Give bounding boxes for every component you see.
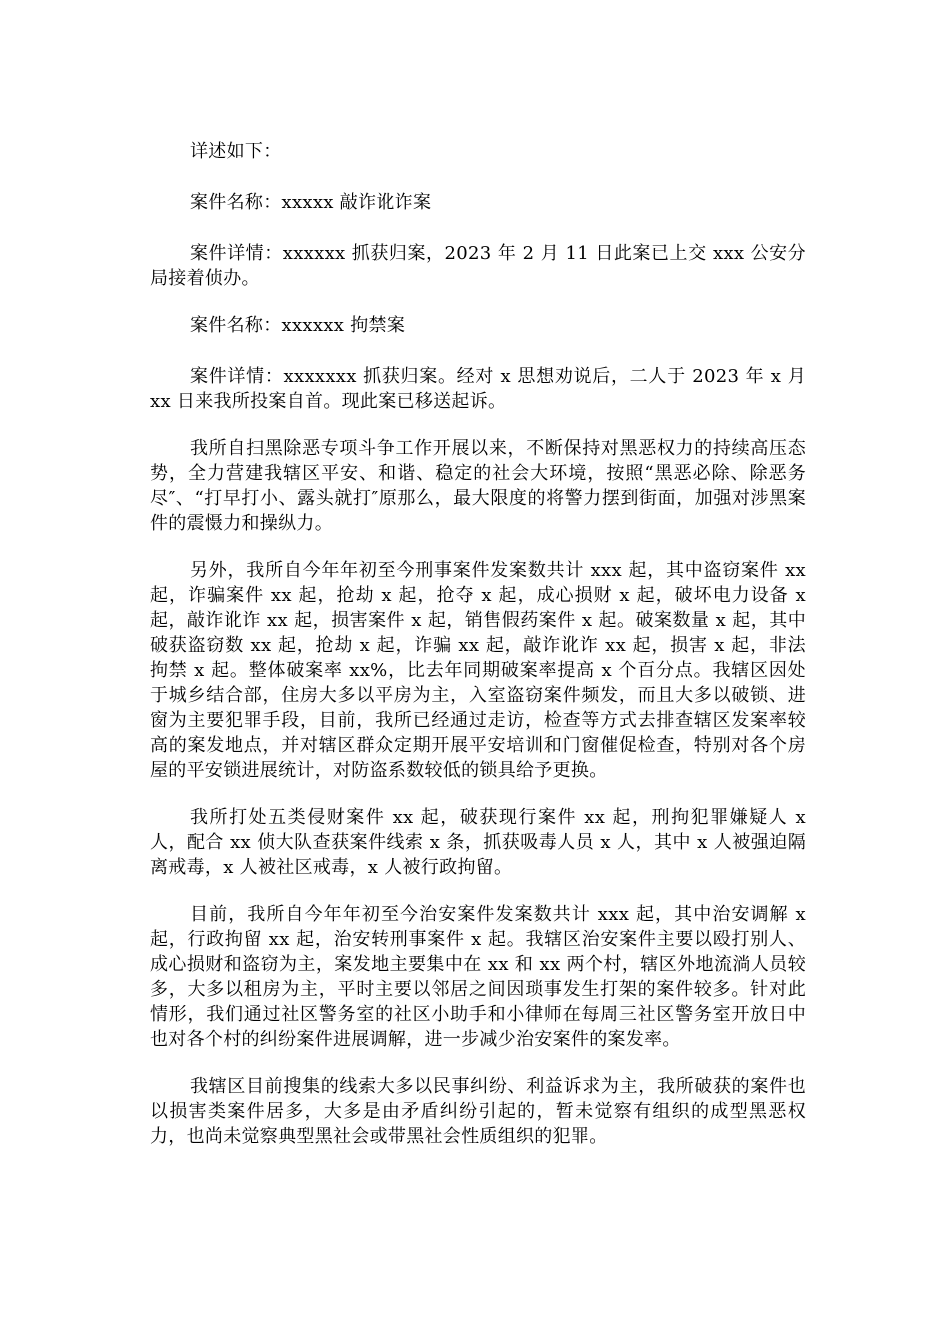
paragraph-case-detail-2: 案件详情：xxxxxxx 抓获归案。经对 x 思想劝说后，二人于 2023 年 x 月 xx 日来我所投案自首。现此案已移送起诉。 [150, 366, 806, 412]
document-body [150, 139, 806, 1171]
paragraph-campaign-overview: 我所自扫黑除恶专项斗争工作开展以来，不断保持对黑恶权力的持续高压态势，全力营建我辖区平安、和谐、稳定的社会大环境，按照“黑恶必除、除恶务尽″、“打早打小、露头就打″原那么，最大限度的将警力摆到街面，加强对涉黑案件的震慑力和操纵力。 [150, 438, 806, 534]
paragraph-leads-summary: 我辖区目前搜集的线索大多以民事纠纷、利益诉求为主，我所破获的案件也以损害类案件居多，大多是由矛盾纠纷引起的，暂未觉察有组织的成型黑恶权力，也尚未觉察典型黑社会或带黑社会性质组织的犯罪。 [150, 1076, 806, 1147]
paragraph-case-name-1: 案件名称：xxxxx 敲诈讹诈案 [190, 192, 432, 213]
paragraph-case-detail-1: 案件详情：xxxxxx 抓获归案，2023 年 2 月 11 日此案已上交 xxx 公安分局接着侦办。 [150, 243, 806, 289]
paragraph-intro: 详述如下： [190, 141, 282, 162]
paragraph-case-name-2: 案件名称：xxxxxx 拘禁案 [190, 315, 406, 336]
paragraph-property-crimes: 我所打处五类侵财案件 xx 起，破获现行案件 xx 起，刑拘犯罪嫌疑人 x 人，配合 xx 侦大队查获案件线索 x 条，抓获吸毒人员 x 人，其中 x 人被强迫隔离戒毒，x 人被社区戒毒，x 人被行政拘留。 [150, 807, 806, 878]
paragraph-criminal-statistics: 另外，我所自今年年初至今刑事案件发案数共计 xxx 起，其中盗窃案件 xx 起，诈骗案件 xx 起，抢劫 x 起，抢夺 x 起，成心损财 x 起，破坏电力设备 x 起，敲诈讹诈 xx 起，损害案件 x 起，销售假药案件 x 起。破案数量 x 起，其中破获盗窃数 xx 起，抢劫 x 起，诈骗 xx 起，敲诈讹诈 xx 起，损害 x 起，非法拘禁 x 起。整体破案率 xx%，比去年同期破案率提高 x 个百分点。我辖区因处于城乡结合部，住房大多以平房为主，入室盗窃案件频发，而且大多以破锁、进窗为主要犯罪手段，目前，我所已经通过走访，检查等方式去排查辖区发案率较高的案发地点，并对辖区群众定期开展平安培训和门窗催促检查，特别对各个房屋的平安锁进展统计，对防盗系数较低的锁具给予更换。 [150, 560, 806, 781]
paragraph-public-security-cases: 目前，我所自今年年初至今治安案件发案数共计 xxx 起，其中治安调解 x 起，行政拘留 xx 起，治安转刑事案件 x 起。我辖区治安案件主要以殴打别人、成心损财和盗窃为主，案发地主要集中在 xx 和 xx 两个村，辖区外地流淌人员较多，大多以租房为主，平时主要以邻居之间因琐事发生打架的案件较多。针对此情形，我们通过社区警务室的社区小助手和小律师在每周三社区警务室开放日中也对各个村的纠纷案件进展调解，进一步减少治安案件的案发率。 [150, 904, 806, 1050]
